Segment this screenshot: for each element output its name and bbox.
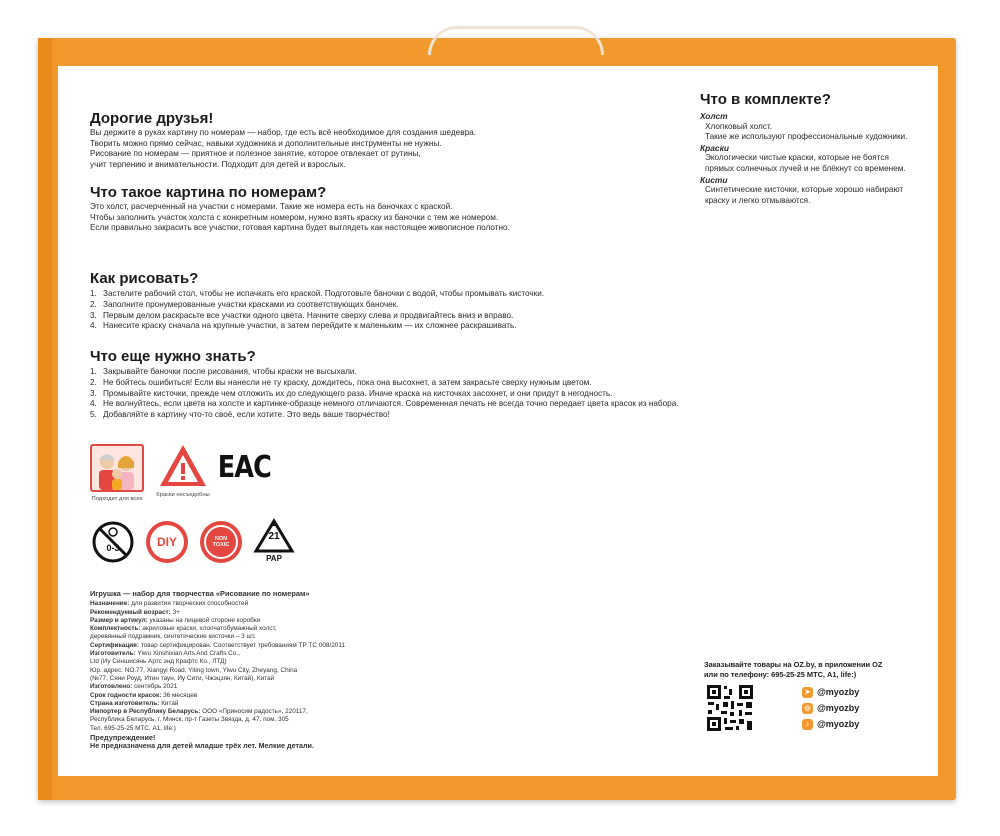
telegram-icon: ➤ [802, 687, 813, 698]
social-link-tiktok[interactable] [802, 716, 859, 732]
text-line: Творить можно прямо сейчас, навыки художника и дополнительные инструменты не нужны. [90, 138, 442, 148]
social-links [802, 684, 859, 732]
list-item: 3. Промывайте кисточки, прежде чем отложить их до следующего раза. Иначе краска на кисточках засохнет, и они придут в негодность. [90, 388, 613, 398]
social-label: @myozby [817, 703, 860, 713]
warning-heading: Предупреждение! [90, 733, 156, 743]
info-line: Рекомендуемый возраст: 3+ [90, 608, 180, 616]
pap-number: 21 [268, 531, 280, 542]
text-line: прямых солнечных лучей и не блёкнут со временем. [705, 163, 906, 173]
know-list [90, 367, 679, 421]
text-line: Чтобы заполнить участок холста с конкретным номером, нужно взять краску из баночки с тем же номером. [90, 212, 499, 222]
info-line: Республика Беларусь, г. Минск, пр-т Газеты Звязда, д. 47, пом. 305 [90, 716, 289, 724]
label-panel [58, 66, 938, 776]
eac-mark [218, 450, 270, 484]
family-icon [90, 444, 144, 492]
heading-how-to-draw: Как рисовать? [90, 270, 199, 287]
info-line: Изготовлено: сентябрь 2021 [90, 683, 178, 691]
list-item: 5. Добавляйте в картину что-то своё, если хотите. Это ведь ваше творчество! [90, 410, 390, 420]
heading-kit: Что в комплекте? [700, 91, 831, 108]
text-line: Синтетические кисточки, которые хорошо набирают [705, 185, 904, 195]
heading-what-is: Что такое картина по номерам? [90, 184, 327, 201]
kit-details [700, 111, 907, 206]
kit-paint-heading: Краски [700, 142, 729, 153]
info-line: Размер и артикул: указаны на лицевой стороне коробки [90, 616, 261, 624]
non-toxic-label: NON TOXIC [212, 536, 230, 548]
info-line: (№77, Сяни Роуд, Итин таун, Иу Сити, Чжэцзян, Китай), Китай [90, 674, 275, 682]
product-info [90, 590, 345, 751]
social-label: @myozby [817, 687, 860, 697]
order-line: Заказывайте товары на OZ.by, в приложении OZ [704, 660, 883, 669]
list-item: 2. Заполните пронумерованные участки красками из соответствующих баночек. [90, 299, 399, 309]
non-toxic-icon [200, 521, 242, 563]
info-line: Комплектность: акриловые краски, хлопчатобумажный холст, [90, 625, 277, 633]
text-line: Хлопковый холст. [705, 121, 772, 131]
info-line: Юр. адрес: NO.77, Xiangyi Road, Yiting town, Yiwu City, Zheyang, China [90, 666, 298, 674]
family-badge [88, 444, 146, 502]
pap-recycle-icon [252, 518, 296, 566]
text-line: Такие же используют профессиональные художники. [705, 132, 908, 142]
list-item: 1. Застелите рабочий стол, чтобы не испачкать его краской. Подготовьте баночки с водой, чтобы промывать кисточки. [90, 289, 545, 298]
box-handle [428, 26, 604, 55]
order-info [704, 660, 882, 679]
kit-canvas-heading: Холст [700, 111, 728, 121]
diy-icon [146, 521, 188, 563]
instagram-icon: ◎ [802, 703, 813, 714]
info-line: Назначение: для развития творческих способностей [90, 600, 249, 608]
how-list [90, 289, 544, 332]
heading-what-else: Что еще нужно знать? [90, 348, 256, 365]
social-link-instagram[interactable] [802, 700, 859, 716]
product-title: Игрушка — набор для творчества «Рисование по номерам» [90, 589, 310, 598]
text-line: Рисование по номерам — приятное и полезное занятие, которое отвлекает от рутины, [90, 149, 421, 159]
list-item: 1. Закрывайте баночки после рисования, чтобы краски не высыхали. [90, 367, 357, 376]
pap-label: PAP [266, 554, 282, 563]
info-line: Тел. 695-25-25 МТС, А1, life:) [90, 724, 176, 732]
box-side-edge [38, 38, 52, 800]
text-line: краску и легко отмываются. [705, 195, 811, 205]
info-line: Импортер в Республику Беларусь: ООО «Приносим радость», 220117, [90, 708, 308, 716]
list-item: 4. Нанесите краску сначала на крупные участки, а затем перейдите к маленьким — их сложнее раскрашивать. [90, 321, 517, 331]
kit-brush-heading: Кисти [700, 174, 728, 185]
warning-badge [153, 442, 213, 498]
intro-text [90, 128, 476, 170]
list-item: 4. Не волнуйтесь, если цвета на холсте и картинке-образце немного отличаются. Современная печать не всегда точно передает цвета красок из набора. [90, 399, 679, 409]
warning-triangle-icon [157, 442, 209, 490]
text-line: Это холст, расчерченный на участки с номерами. Такие же номера есть на баночках с краской. [90, 202, 453, 211]
warning-text: Не предназначена для детей младше трёх лет. Мелкие детали. [90, 741, 314, 751]
social-link-telegram[interactable] [802, 684, 859, 700]
qr-code-icon[interactable] [706, 684, 754, 732]
text-line: учит терпению и внимательности. Подходит для детей и взрослых. [90, 159, 346, 169]
family-caption: Подходит для всех [91, 496, 143, 502]
text-line: Если правильно закрасить все участки, готовая картина будет выглядеть как настоящее живописное полотно. [90, 223, 510, 233]
info-line: Сертификация: товар сертифицирован. Соответствует требованиям ТР ТС 008/2011 [90, 641, 345, 649]
diy-label: DIY [156, 535, 177, 549]
info-line: Страна изготовитель: Китай [90, 699, 179, 707]
list-item: 3. Первым делом раскрасьте все участки одного цвета. Начните сверху слева и продвигайтесь вниз и вправо. [90, 310, 514, 320]
list-item: 2. Не бойтесь ошибиться! Если вы нанесли не ту краску, дождитесь, пока она высохнет, а затем закрасьте сверху нужным цветом. [90, 377, 592, 387]
info-line: Ltd (Иу Синшисянь Артс энд Крафтс Ко., ЛТД) [90, 658, 227, 666]
what-is-text [90, 202, 510, 234]
info-line: Срок годности красок: 36 месяцев [90, 691, 198, 699]
age-label: 0-3 [106, 543, 120, 553]
info-line: Изготовитель: Yiwu Xinshixian Arts And Crafts Co., [90, 650, 240, 658]
age-restriction-icon [92, 521, 134, 563]
tiktok-icon: ♪ [802, 719, 813, 730]
warning-caption: Краски несъедобны [156, 492, 210, 498]
heading-dear-friends: Дорогие друзья! [90, 110, 214, 127]
text-line: Экологически чистые краски, которые не боятся [705, 153, 889, 163]
social-label: @myozby [817, 719, 860, 729]
text-line: Вы держите в руках картину по номерам — набор, где есть всё необходимое для создания шедевра. [90, 128, 476, 137]
info-line: деревянный подрамник, синтетические кисточки – 3 шт. [90, 633, 256, 641]
eac-icon: EAC [217, 449, 271, 485]
order-line: или по телефону: 695-25-25 МТС, А1, life:) [704, 669, 857, 679]
